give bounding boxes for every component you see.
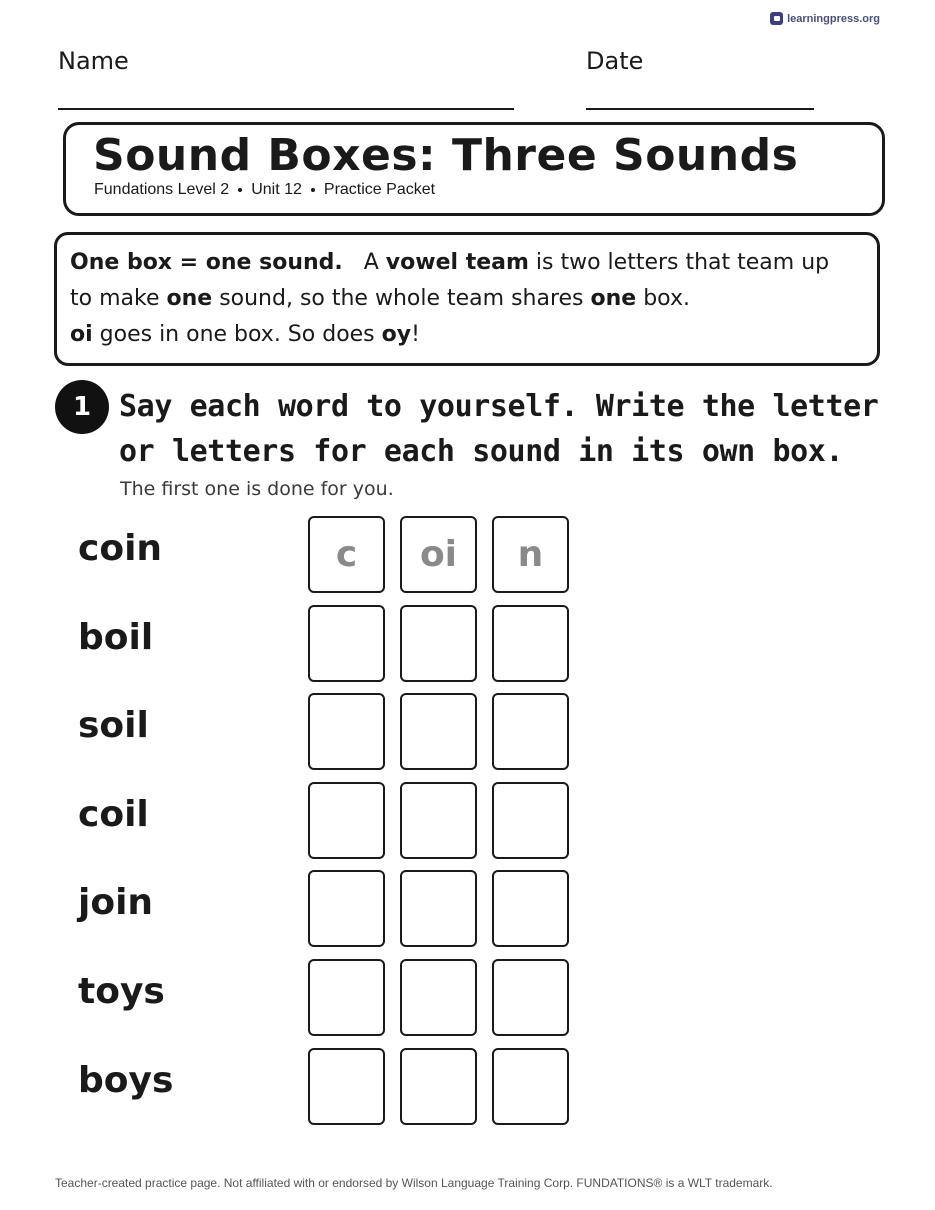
rule-text: is two letters that team up	[535, 250, 830, 275]
instruction	[119, 384, 889, 474]
instruction-line-1: Say each word to yourself. Write the letter	[119, 389, 879, 424]
date-label: Date	[586, 47, 644, 75]
name-label: Name	[58, 47, 129, 75]
rule-bold: one	[166, 286, 213, 311]
title-box	[63, 122, 885, 216]
subtitle-unit: Unit 12	[251, 181, 302, 198]
word-label: join	[78, 882, 154, 924]
word-row	[0, 870, 935, 948]
sound-box[interactable]	[308, 870, 385, 947]
sound-box[interactable]	[308, 959, 385, 1036]
word-label: soil	[78, 705, 149, 747]
sound-box[interactable]	[400, 870, 477, 947]
rule-bold: oy	[381, 322, 412, 347]
word-label: coil	[78, 793, 149, 835]
step-number-badge: 1	[55, 380, 109, 434]
rule-text: !	[411, 322, 420, 347]
date-line[interactable]	[586, 108, 814, 110]
subtitle	[94, 181, 435, 199]
subtitle-packet: Practice Packet	[323, 181, 436, 198]
sound-box[interactable]	[400, 693, 477, 770]
sound-box[interactable]	[492, 959, 569, 1036]
sound-box[interactable]	[492, 782, 569, 859]
sound-box[interactable]	[400, 959, 477, 1036]
word-row	[0, 959, 935, 1037]
separator-dot	[238, 188, 242, 192]
rule-line-3	[70, 317, 863, 353]
rule-bold: One box = one sound.	[70, 250, 343, 275]
sound-box[interactable]: oi	[400, 516, 477, 593]
word-label: coin	[78, 528, 163, 569]
hint-text: The first one is done for you.	[120, 478, 394, 500]
sound-box[interactable]: c	[308, 516, 385, 593]
sound-box[interactable]: n	[492, 516, 569, 593]
rule-bold: vowel team	[385, 250, 529, 275]
sound-box[interactable]	[492, 605, 569, 682]
word-label: boil	[78, 616, 154, 658]
sound-box[interactable]	[308, 605, 385, 682]
brand-text: learningpress.org	[787, 12, 880, 25]
page-title: Sound Boxes: Three Sounds	[93, 130, 799, 181]
rule-text: box.	[643, 286, 690, 311]
rule-bold: one	[590, 286, 637, 311]
rule-line-1	[70, 245, 863, 281]
word-row	[0, 516, 935, 594]
rule-bold: oi	[70, 322, 93, 347]
rule-text: goes in one box. So does	[99, 322, 375, 347]
rule-box	[54, 232, 880, 366]
sound-box[interactable]	[400, 782, 477, 859]
footer-disclaimer: Teacher-created practice page. Not affiliated with or endorsed by Wilson Language Training Corp. FUNDATIONS® is a WLT trademark.	[55, 1176, 773, 1190]
sound-box[interactable]	[308, 1048, 385, 1125]
word-row	[0, 1048, 935, 1126]
subtitle-level: Fundations Level 2	[94, 181, 230, 198]
rule-text: to make	[70, 286, 160, 311]
word-row	[0, 782, 935, 860]
sound-box[interactable]	[308, 782, 385, 859]
separator-dot	[311, 188, 315, 192]
word-row	[0, 605, 935, 683]
sound-box[interactable]	[308, 693, 385, 770]
sound-box[interactable]	[492, 870, 569, 947]
book-icon	[770, 12, 783, 25]
word-label: toys	[78, 971, 165, 1012]
word-label: boys	[78, 1059, 174, 1101]
rule-line-2	[70, 281, 863, 317]
sound-box[interactable]	[492, 1048, 569, 1125]
rule-text: sound, so the whole team shares	[219, 286, 584, 311]
brand-link[interactable]	[770, 12, 880, 25]
instruction-line-2: or letters for each sound in its own box.	[119, 434, 844, 469]
sound-box[interactable]	[400, 1048, 477, 1125]
rule-text: A	[363, 250, 379, 275]
word-row	[0, 693, 935, 771]
sound-box[interactable]	[400, 605, 477, 682]
sound-box[interactable]	[492, 693, 569, 770]
name-line[interactable]	[58, 108, 514, 110]
